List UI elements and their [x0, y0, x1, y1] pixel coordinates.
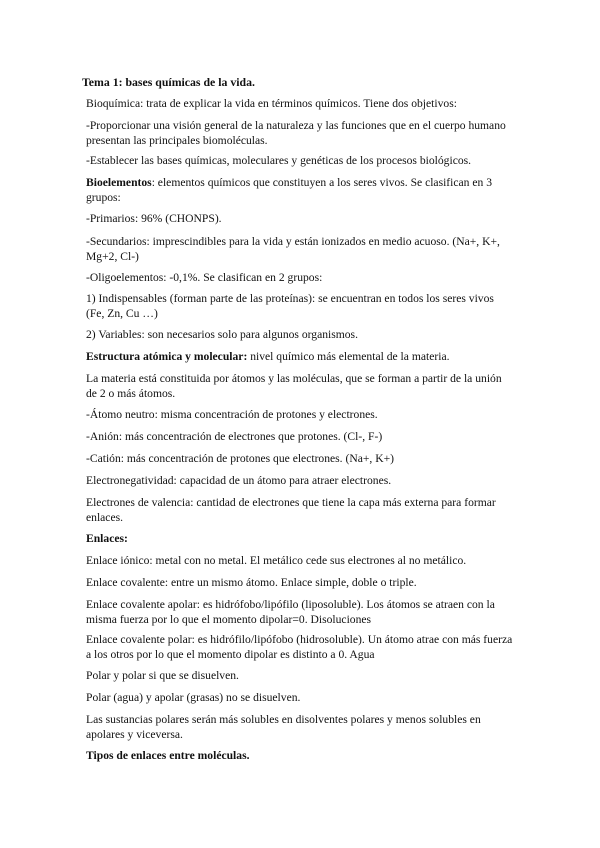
paragraph-estructura [86, 350, 514, 365]
paragraph-sustancias-polares: Las sustancias polares serán más solubles en disolventes polares y menos solubles en apolares y viceversa. [86, 713, 481, 741]
paragraph-electronegatividad: Electronegatividad: capacidad de un átomo para atraer electrones. [86, 474, 392, 487]
paragraph-objective-2: -Establecer las bases químicas, moleculares y genéticas de los procesos biológicos. [86, 154, 472, 167]
paragraph-enlace-ionico: Enlace iónico: metal con no metal. El metálico cede sus electrones al no metálico. [86, 554, 467, 567]
document-title: Tema 1: bases químicas de la vida. [82, 75, 255, 89]
paragraph-cation: -Catión: más concentración de protones que electrones. (Na+, K+) [86, 452, 394, 465]
paragraph-secundarios: -Secundarios: imprescindibles para la vida y están ionizados en medio acuoso. (Na+, K+, Mg+2, Cl-) [86, 235, 500, 263]
paragraph-bioquimica: Bioquímica: trata de explicar la vida en términos químicos. Tiene dos objetivos: [86, 97, 457, 110]
definition-estructura: nivel químico más elemental de la materia. [247, 350, 450, 363]
paragraph-polar-polar: Polar y polar si que se disuelven. [86, 669, 239, 682]
paragraph-objective-1: -Proporcionar una visión general de la naturaleza y las funciones que en el cuerpo humano presentan las principales biomoléculas. [86, 119, 506, 147]
paragraph-indispensables: 1) Indispensables (forman parte de las proteínas): se encuentran en todos los seres vivos (Fe, Zn, Cu …) [86, 292, 494, 320]
paragraph-bioelementos [86, 176, 514, 205]
paragraph-anion: -Anión: más concentración de electrones que protones. (Cl-, F-) [86, 430, 383, 443]
paragraph-covalente-polar: Enlace covalente polar: es hidrófilo/lipófobo (hidrosoluble). Un átomo atrae con más fuerza a los otros por lo que el momento dipolar es distinto a 0. Agua [86, 633, 513, 661]
heading-enlaces: Enlaces: [86, 532, 128, 545]
paragraph-materia: La materia está constituida por átomos y las moléculas, que se forman a partir de la unión de 2 o más átomos. [86, 372, 502, 400]
paragraph-enlace-covalente: Enlace covalente: entre un mismo átomo. Enlace simple, doble o triple. [86, 576, 417, 589]
paragraph-variables: 2) Variables: son necesarios solo para algunos organismos. [86, 328, 358, 341]
paragraph-polar-apolar: Polar (agua) y apolar (grasas) no se disuelven. [86, 691, 301, 704]
paragraph-covalente-apolar: Enlace covalente apolar: es hidrófobo/lipófilo (liposoluble). Los átomos se atraen con la misma fuerza por lo que el momento dipolar=0. Disoluciones [86, 598, 495, 626]
paragraph-atomo-neutro: -Átomo neutro: misma concentración de protones y electrones. [86, 408, 378, 421]
heading-tipos-enlaces: Tipos de enlaces entre moléculas. [86, 749, 250, 762]
term-bioelementos: Bioelementos [86, 176, 152, 189]
paragraph-electrones-valencia: Electrones de valencia: cantidad de electrones que tiene la capa más externa para formar enlaces. [86, 496, 496, 524]
definition-bioelementos: : elementos químicos que constituyen a los seres vivos. Se clasifican en 3 grupos: [86, 176, 493, 204]
paragraph-primarios: -Primarios: 96% (CHONPS). [86, 212, 222, 225]
term-estructura: Estructura atómica y molecular: [86, 350, 248, 363]
paragraph-oligoelementos: -Oligoelementos: -0,1%. Se clasifican en 2 grupos: [86, 271, 323, 284]
